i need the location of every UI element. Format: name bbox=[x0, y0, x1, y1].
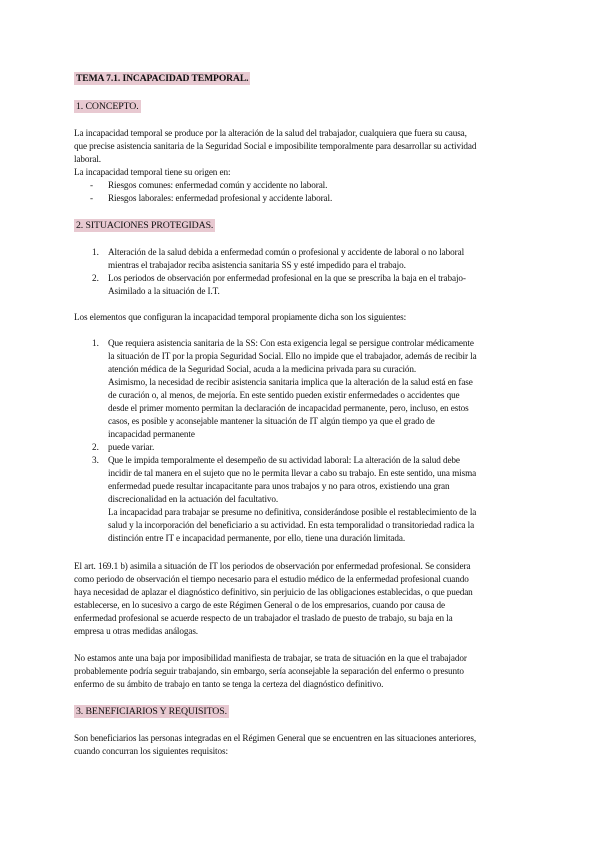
paragraph-line: cuando concurran los siguientes requisitos: bbox=[74, 746, 228, 756]
list-item-line: distinción entre IT e incapacidad permanente, por ello, tiene una duración limitada. bbox=[108, 533, 406, 543]
list-item-line: Alteración de la salud debida a enfermedad común o profesional y accidente de laboral o no laboral bbox=[108, 247, 465, 257]
list-item-line: casos, es posible y aconsejable mantener la situación de IT algún tiempo ya que el grado de bbox=[108, 416, 435, 426]
paragraph-line: El art. 169.1 b) asimila a situación de IT los periodos de observación por enfermedad profesional. Se considera bbox=[74, 561, 471, 571]
paragraph-line: La incapacidad temporal se produce por la alteración de la salud del trabajador, cualquiera que fuera su causa, bbox=[74, 128, 467, 138]
list-number: 3. bbox=[92, 455, 99, 465]
list-item-line: mientras el trabajador reciba asistencia sanitaria SS y esté impedido para el trabajo. bbox=[108, 260, 406, 270]
paragraph-line: enfermedad profesional se acuerde respecto de un trabajador el traslado de puesto de trabajo, su baja en la bbox=[74, 613, 453, 623]
paragraph-line: No estamos ante una baja por imposibilidad manifiesta de trabajar, se trata de situación en la que el trabajador bbox=[74, 653, 467, 663]
section-heading-concepto: 1. CONCEPTO. bbox=[76, 101, 139, 112]
doc-title: TEMA 7.1. INCAPACIDAD TEMPORAL. bbox=[76, 73, 249, 84]
bullet-item: Riesgos comunes: enfermedad común y accidente no laboral. bbox=[108, 180, 328, 190]
list-item-line: la situación de IT por la propia Seguridad Social. Ello no impide que el trabajador, además de recibir la bbox=[108, 351, 477, 361]
paragraph-line: empresa u otras medidas análogas. bbox=[74, 626, 199, 636]
bullet-dash: - bbox=[90, 193, 94, 203]
paragraph-line: laboral. bbox=[74, 154, 102, 164]
list-item-line: salud y la incorporación del beneficiario a su actividad. En esta temporalidad o transitoriedad radica la bbox=[108, 520, 475, 530]
list-item-line: Que le impida temporalmente el desempeño de su actividad laboral: La alteración de la salud debe bbox=[108, 455, 460, 465]
list-item-line: Asimismo, la necesidad de recibir asistencia sanitaria implica que la alteración de la salud está en fase bbox=[108, 377, 473, 387]
paragraph-line: Los elementos que configuran la incapacidad temporal propiamente dicha son los siguientes: bbox=[74, 312, 407, 322]
list-item-line: Los periodos de observación por enfermedad profesional en la que se prescriba la baja en el trabajo- bbox=[108, 273, 466, 283]
paragraph-line: establecerse, en lo sucesivo a cargo de este Régimen General o de los empresarios, cuando por causa de bbox=[74, 600, 446, 610]
list-item-line: atención médica de la Seguridad Social, acuda a la medicina privada para su curación. bbox=[108, 364, 417, 374]
list-number: 2. bbox=[92, 273, 99, 283]
list-item-line: Que requiera asistencia sanitaria de la SS: Con esta exigencia legal se persigue controlar médicamente bbox=[108, 338, 474, 348]
list-item-line: desde el primer momento permitan la declaración de incapacidad permanente, pero, incluso, en estos bbox=[108, 403, 469, 413]
bullet-item: Riesgos laborales: enfermedad profesional y accidente laboral. bbox=[108, 193, 333, 203]
paragraph-line: Son beneficiarios las personas integradas en el Régimen General que se encuentren en las situaciones anteriores, bbox=[74, 733, 477, 743]
bullet-dash: - bbox=[90, 180, 94, 190]
list-item-line: discrecionalidad en la actuación del facultativo. bbox=[108, 494, 279, 504]
list-item-line: La incapacidad para trabajar se presume no definitiva, considerándose posible el restablecimiento de la bbox=[108, 507, 477, 517]
list-number: 1. bbox=[92, 338, 99, 348]
list-item-line: Asimilado a la situación de I.T. bbox=[108, 286, 220, 296]
section-heading-situaciones: 2. SITUACIONES PROTEGIDAS. bbox=[76, 220, 214, 231]
paragraph-line: La incapacidad temporal tiene su origen en: bbox=[74, 167, 231, 177]
paragraph-line: que precise asistencia sanitaria de la Seguridad Social e imposibilite temporalmente para desarrollar su actividad bbox=[74, 141, 477, 151]
list-item-line: incidir de tal manera en el sujeto que no le permita llevar a cabo su trabajo. En este sentido, una misma bbox=[108, 468, 477, 478]
list-item-line: enfermedad puede resultar incapacitante para unos trabajos y no para otros, existiendo una gran bbox=[108, 481, 450, 491]
list-item-line: incapacidad permanente bbox=[108, 429, 195, 439]
list-item-line: de curación o, al menos, de mejoría. En este sentido pueden existir enfermedades o accidentes que bbox=[108, 390, 460, 400]
list-number: 1. bbox=[92, 247, 99, 257]
section-heading-beneficiarios: 3. BENEFICIARIOS Y REQUISITOS. bbox=[76, 706, 227, 717]
paragraph-line: enfermo de su ámbito de trabajo en tanto se tenga la certeza del diagnóstico definitivo. bbox=[74, 679, 384, 689]
list-number: 2. bbox=[92, 442, 99, 452]
paragraph-line: haya necesidad de aplazar el diagnóstico definitivo, sin perjuicio de las obligaciones establecidas, o que puedan bbox=[74, 587, 473, 597]
paragraph-line: como periodo de observación el tiempo necesario para el estudio médico de la enfermedad profesional cuando bbox=[74, 574, 469, 584]
paragraph-line: probablemente podría seguir trabajando, sin embargo, sería aconsejable la separación del enfermo o presunto bbox=[74, 666, 464, 676]
list-item-line: puede variar. bbox=[108, 442, 155, 452]
